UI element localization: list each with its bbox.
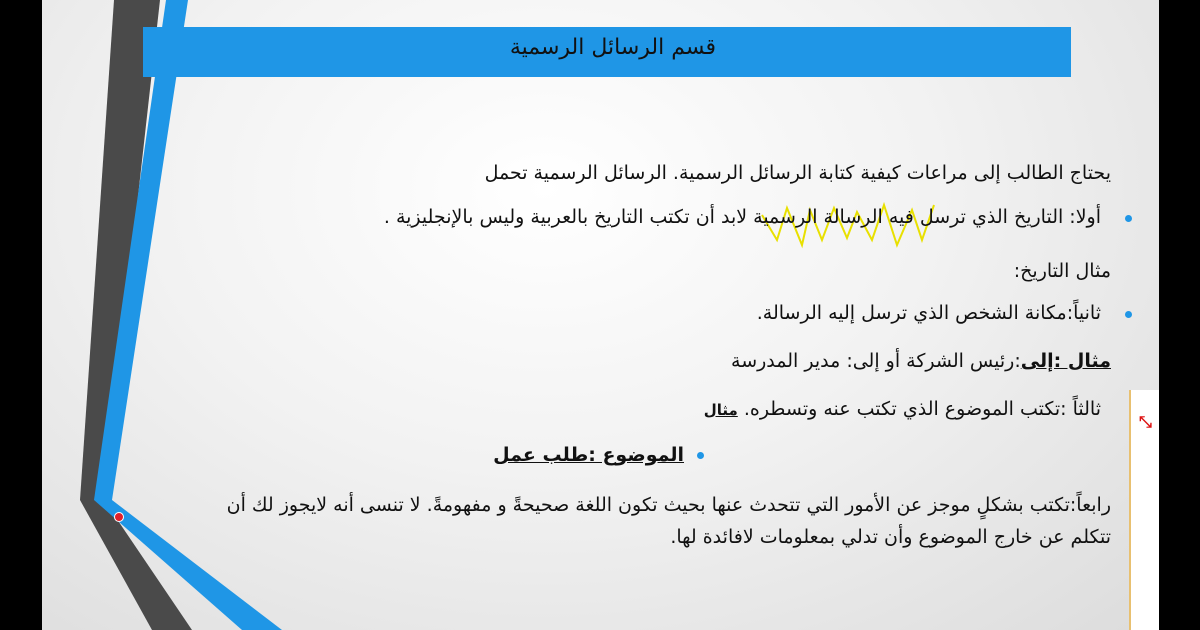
point-fourth-line2: تتكلم عن خارج الموضوع وأن تدلي بمعلومات لافائدة لها. <box>670 526 1111 548</box>
example-to-label: مثال :إلى <box>1020 350 1111 372</box>
title-bar <box>143 27 1071 77</box>
point-third-example: مثال <box>703 401 738 419</box>
partial-window[interactable] <box>1129 390 1159 630</box>
slide-title: قسم الرسائل الرسمية <box>509 35 716 60</box>
point-first: أولا: التاريخ الذي ترسل فيه الرسالة الرسمية لابد أن تكتب التاريخ بالعربية وليس بالإنجليزية . <box>383 206 1101 228</box>
subject-line <box>493 444 684 466</box>
example-to-line <box>731 350 1111 372</box>
partial-window-icon[interactable]: ⤡ <box>1139 412 1152 431</box>
point-third-text: ثالثاً :تكتب الموضوع الذي تكتب عنه وتسطره. <box>737 398 1101 420</box>
bullet-dot-icon <box>1125 215 1132 222</box>
bullet-dot-icon <box>697 452 704 459</box>
subject-text: الموضوع :طلب عمل <box>493 444 684 466</box>
pointer-dot-icon <box>114 512 124 522</box>
bullet-dot-icon <box>1125 311 1132 318</box>
point-third <box>704 398 1101 420</box>
point-fourth-line1: رابعاً:تكتب بشكلٍ موجز عن الأمور التي تتحدث عنها بحيث تكون اللغة صحيحةً و مفهومةً. لا تنسى أنه لايجوز لك أن <box>226 494 1111 516</box>
point-second: ثانياً:مكانة الشخص الذي ترسل إليه الرسالة. <box>756 302 1101 324</box>
intro-line: يحتاج الطالب إلى مراعات كيفية كتابة الرسائل الرسمية. الرسائل الرسمية تحمل <box>484 162 1111 184</box>
date-example-label: مثال التاريخ: <box>1013 260 1111 282</box>
slide-canvas <box>42 0 1159 630</box>
example-to-rest: :رئيس الشركة أو إلى: مدير المدرسة <box>731 350 1021 372</box>
